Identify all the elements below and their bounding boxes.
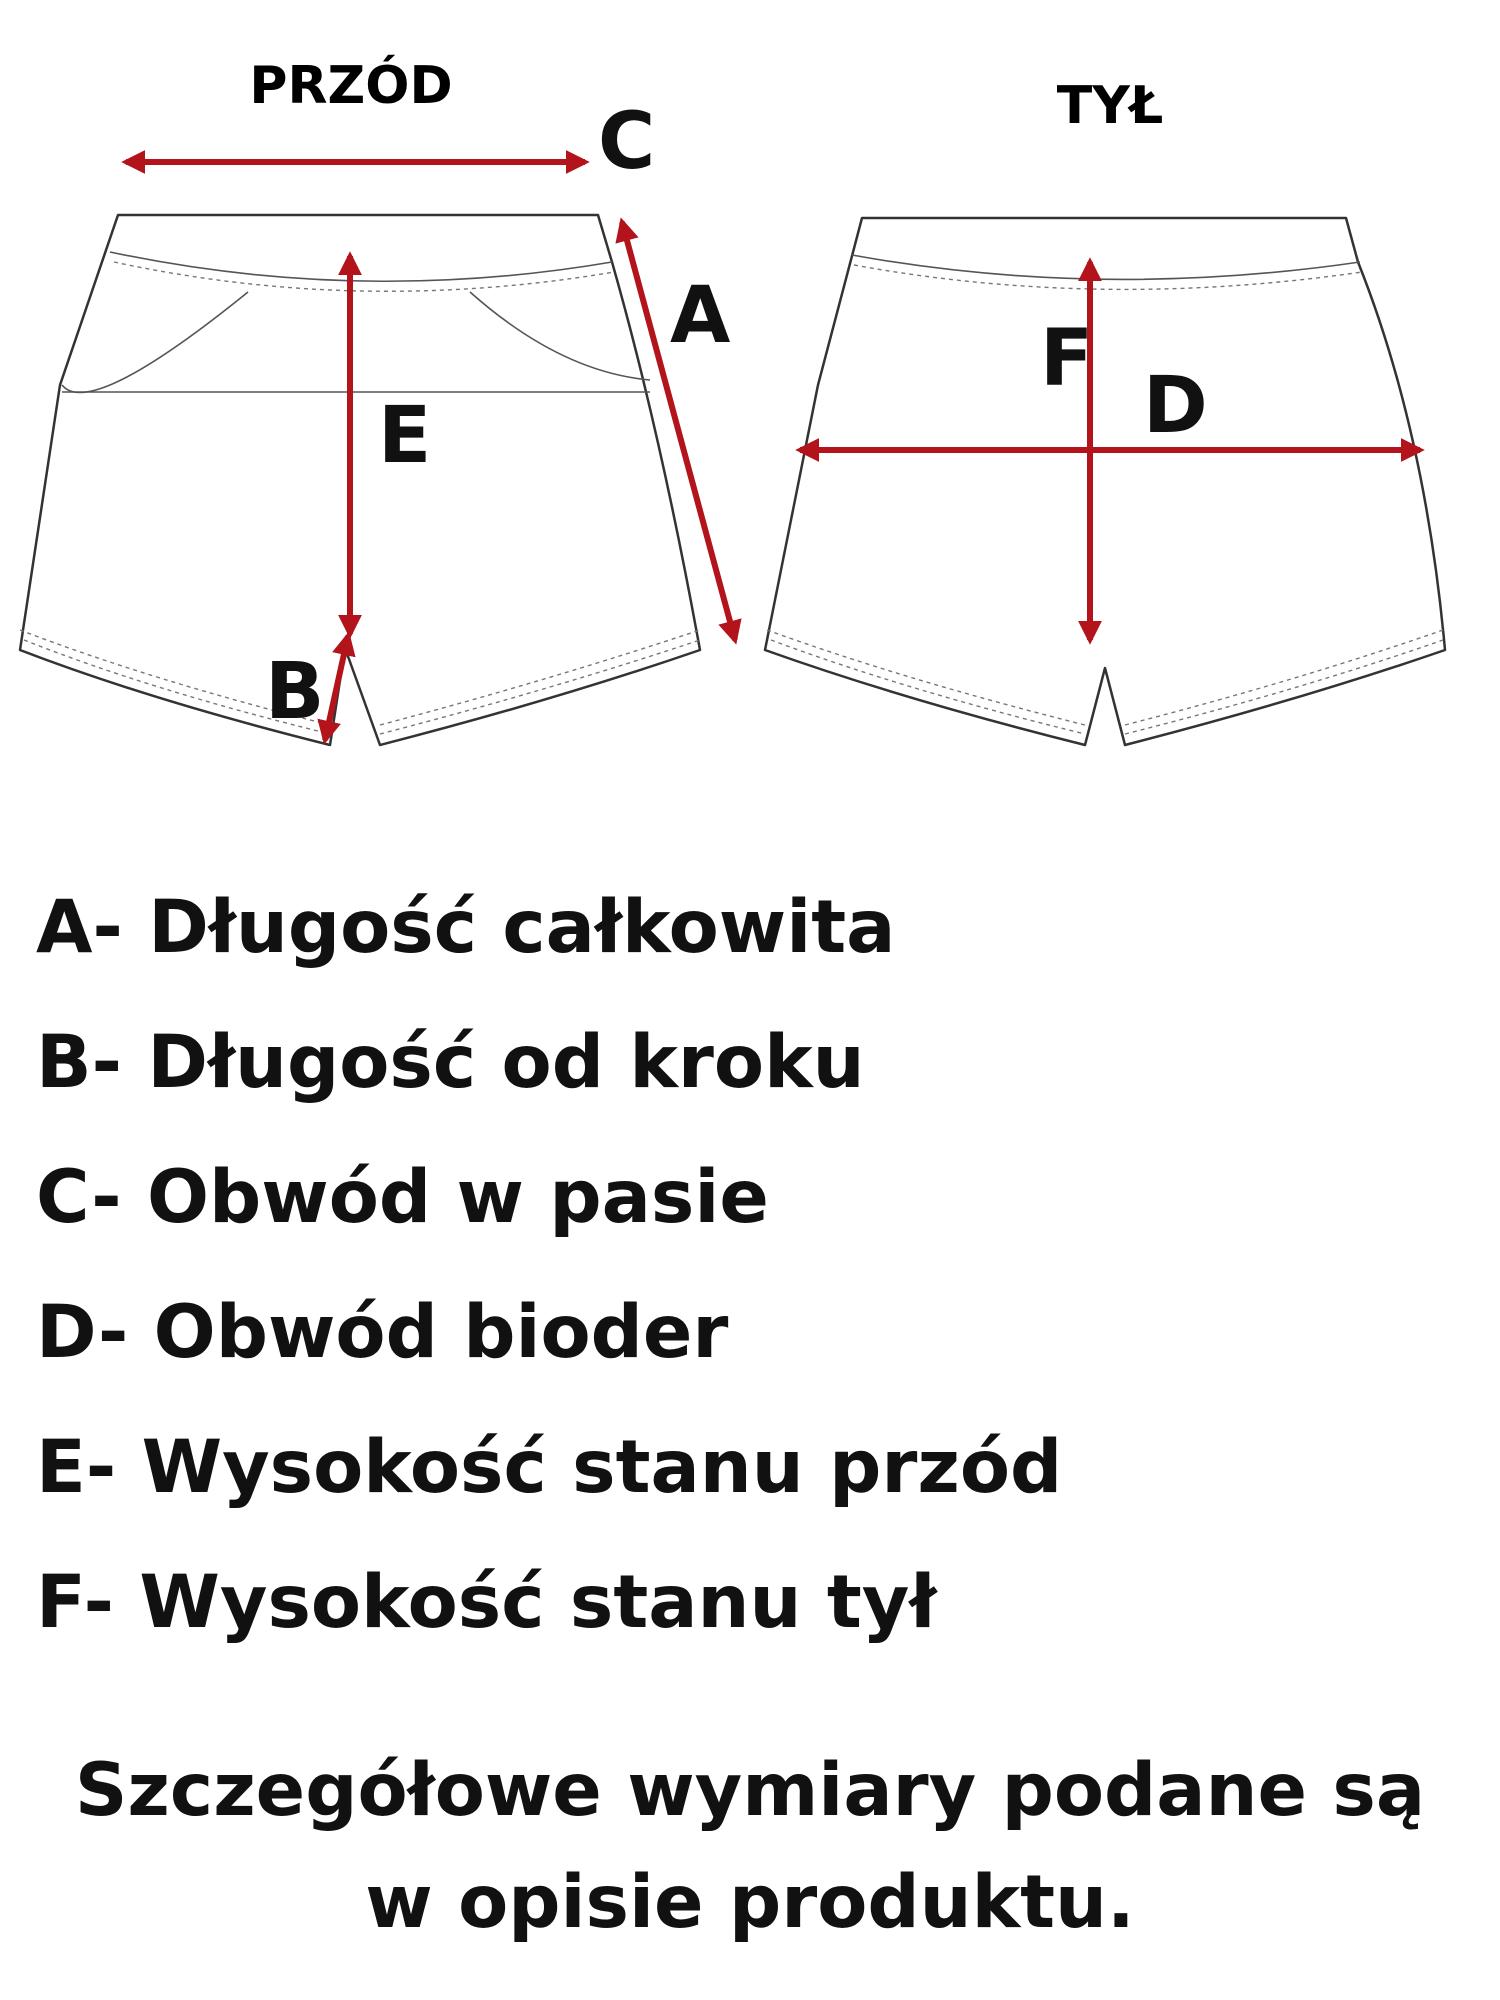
back-view-title: TYŁ bbox=[1056, 76, 1164, 136]
measurement-legend bbox=[36, 860, 1062, 1670]
legend-item-b: B- Długość od kroku bbox=[36, 1020, 865, 1105]
label-b: B bbox=[265, 647, 325, 737]
legend-item-a: A- Długość całkowita bbox=[36, 885, 896, 970]
label-c: C bbox=[598, 97, 656, 187]
legend-item-f: F- Wysokość stanu tył bbox=[36, 1560, 937, 1645]
details-note-line-2: w opisie produktu. bbox=[365, 1860, 1135, 1945]
legend-item-e: E- Wysokość stanu przód bbox=[36, 1425, 1063, 1510]
label-f: F bbox=[1040, 314, 1094, 404]
details-note bbox=[0, 1735, 1500, 1959]
label-e: E bbox=[378, 391, 432, 481]
label-d: D bbox=[1143, 361, 1208, 451]
legend-item-d: D- Obwód bioder bbox=[36, 1290, 729, 1375]
details-note-line-1: Szczegółowe wymiary podane są bbox=[74, 1748, 1426, 1833]
front-shorts-drawing bbox=[20, 215, 700, 745]
front-view-title: PRZÓD bbox=[249, 56, 453, 116]
legend-item-c: C- Obwód w pasie bbox=[36, 1155, 769, 1240]
back-shorts-drawing bbox=[765, 218, 1445, 745]
label-a: A bbox=[670, 271, 731, 361]
shorts-measurement-diagram bbox=[0, 0, 1500, 800]
